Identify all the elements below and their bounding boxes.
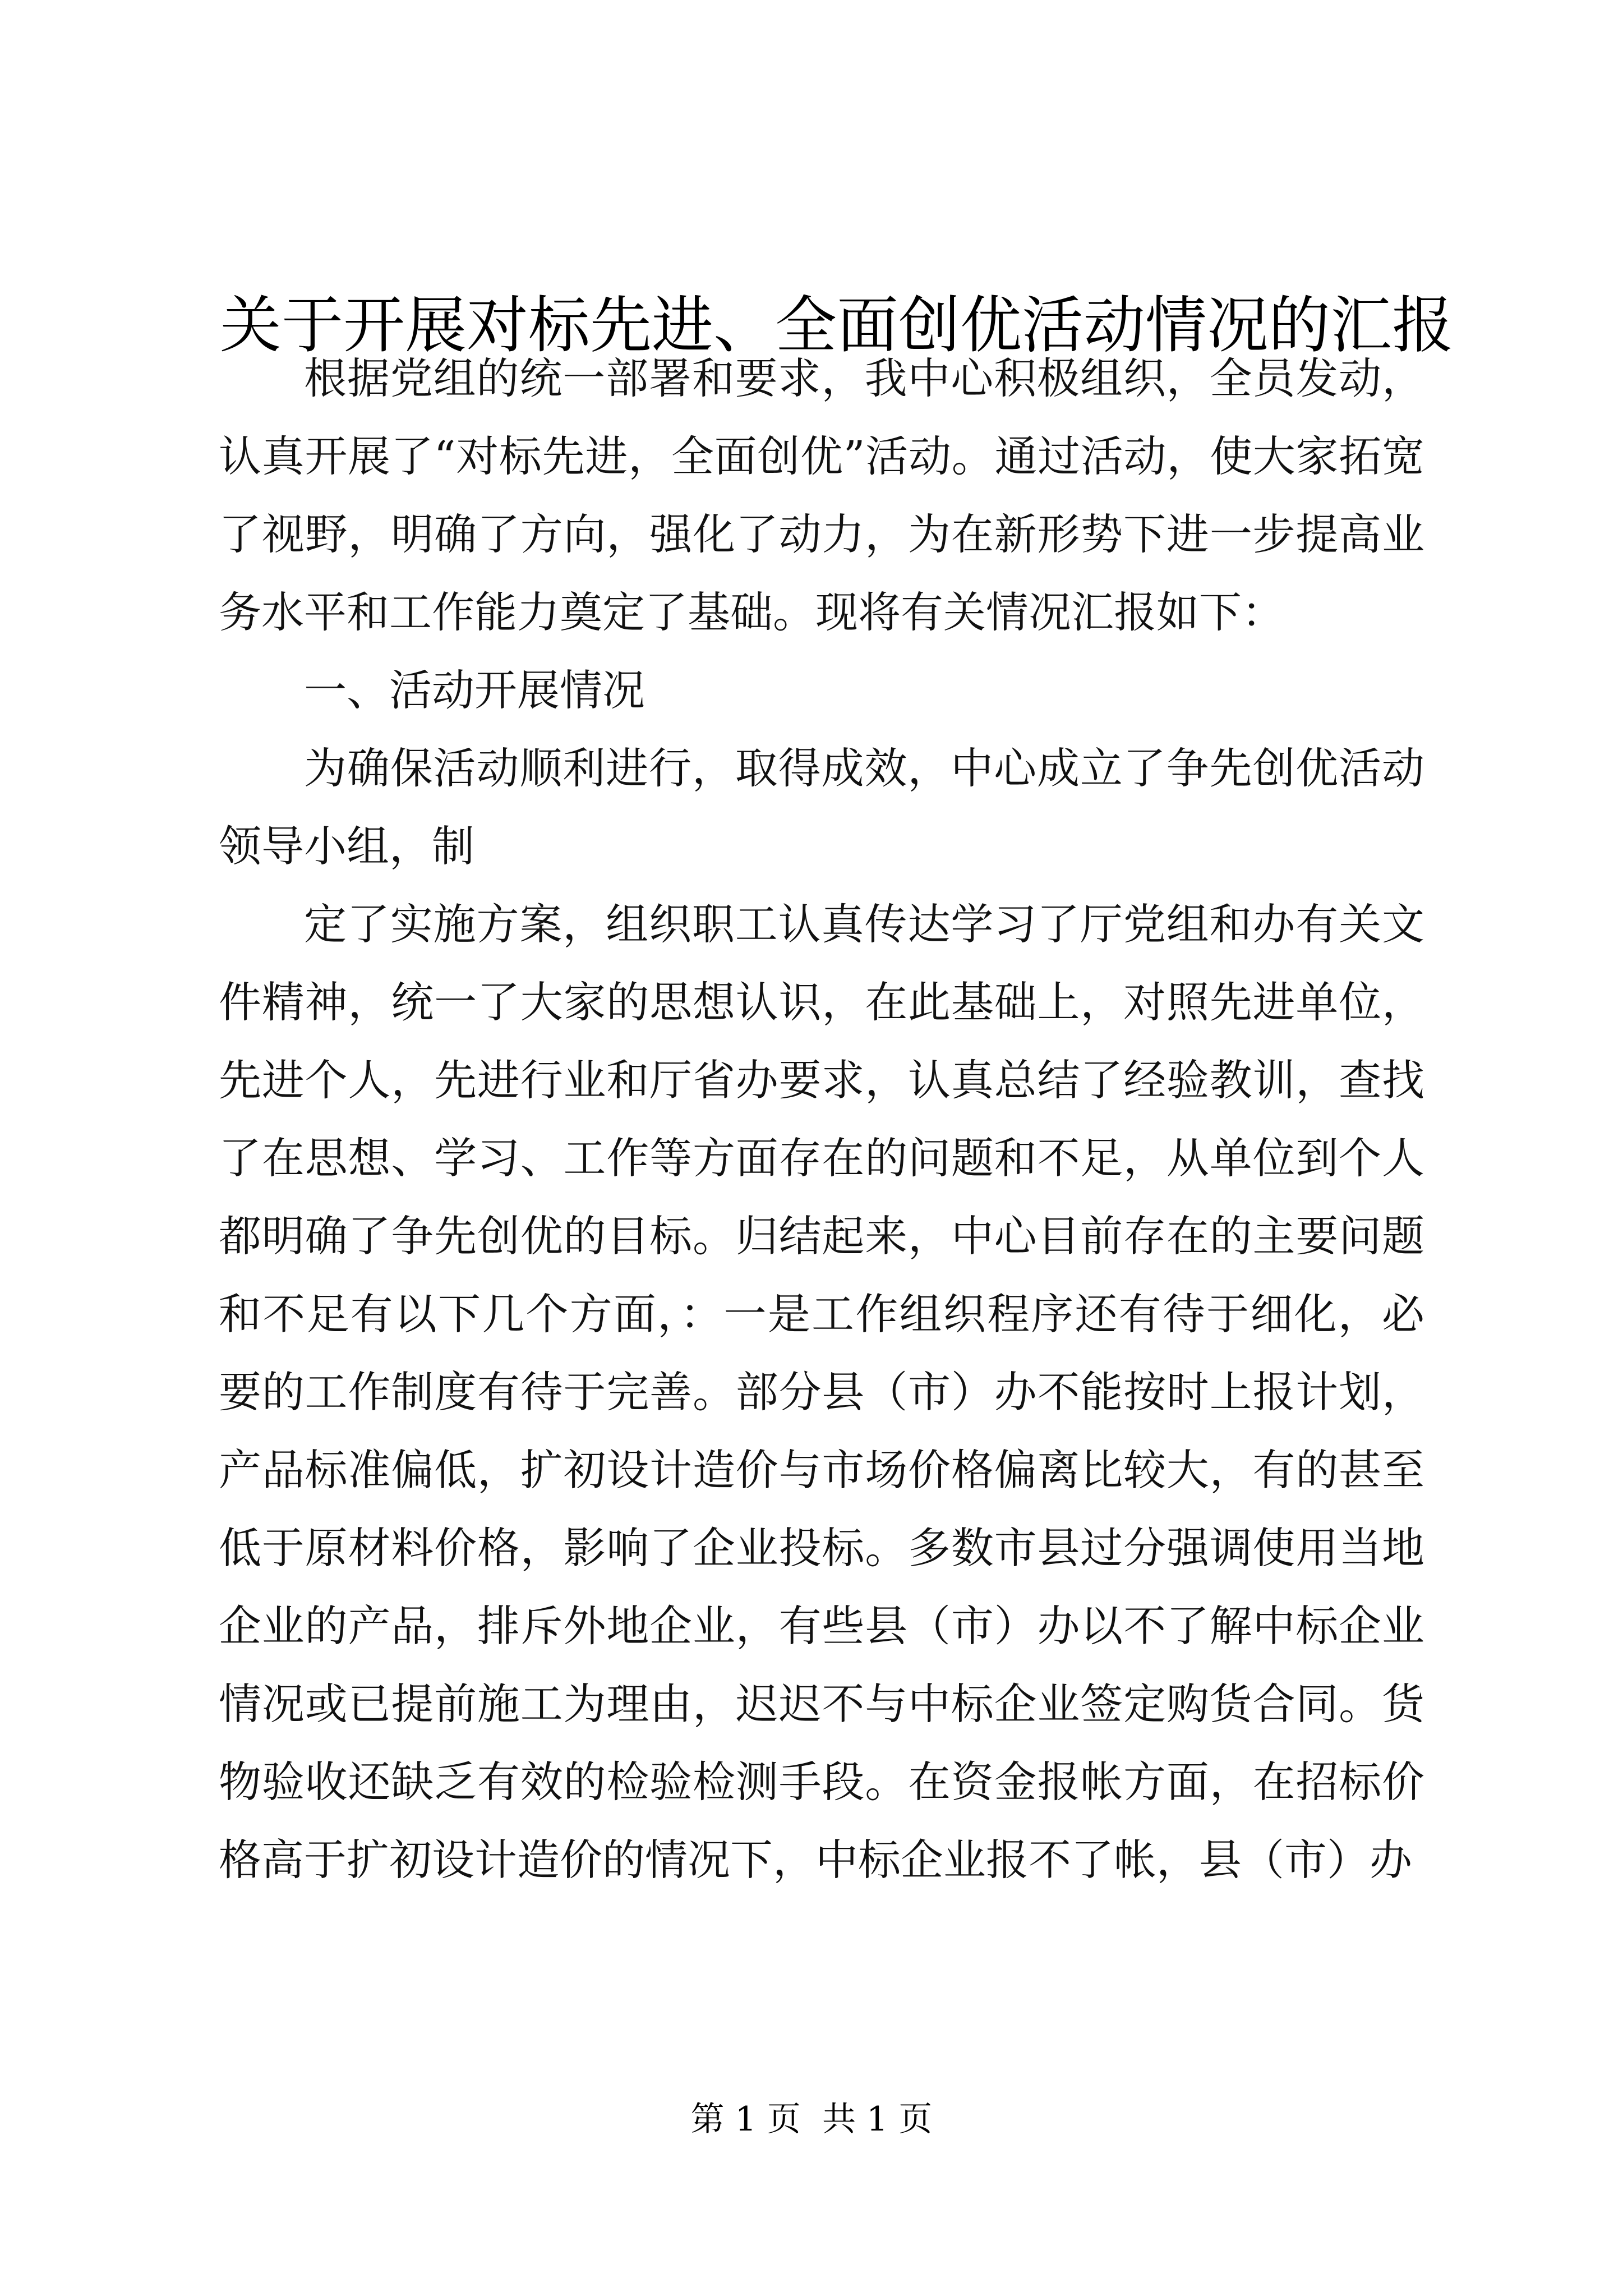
paragraph-intro: 根据党组的统一部署和要求，我中心积极组织，全员发动，认真开展了“对标先进，全面创优”活动。通过活动，使大家拓宽了视野，明确了方向，强化了动力，为在新形势下进一步提高业务水平和工作能力奠定了基础。现将有关情况汇报如下： bbox=[219, 353, 1424, 637]
document-body bbox=[219, 339, 1424, 1899]
section-heading: 一、活动开展情况 bbox=[304, 665, 645, 715]
page-footer bbox=[0, 2097, 1623, 2142]
page-number: 第 1 页 共 1 页 bbox=[690, 2100, 933, 2139]
paragraph-organization: 为确保活动顺利进行，取得成效，中心成立了争先创优活动领导小组，制 bbox=[219, 743, 1424, 871]
document-title: 关于开展对标先进、全面创优活动情况的汇报 bbox=[220, 289, 1454, 361]
paragraph-problems: 定了实施方案，组织职工认真传达学习了厅党组和办有关文件精神，统一了大家的思想认识，在此基础上，对照先进单位，先进个人，先进行业和厅省办要求，认真总结了经验教训，查找了在思想、学习、工作等方面存在的问题和不足，从单位到个人都明确了争先创优的目标。归结起来，中心目前存在的主要问题和不足有以下几个方面，：一是工作组织程序还有待于细化，必要的工作制度有待于完善。部分县（市）办不能按时上报计划，产品标准偏低，扩初设计造价与市场价格偏离比较大，有的甚至低于原材料价格，影响了企业投标。多数市县过分强调使用当地企业的产品，排斥外地企业，有些县（市）办以不了解中标企业情况或已提前施工为理由，迟迟不与中标企业签定购货合同。货物验收还缺乏有效的检验检测手段。在资金报帐方面，在招标价格高于扩初设计造价的情况下，中标企业报不了帐，县（市）办 bbox=[219, 899, 1424, 1885]
